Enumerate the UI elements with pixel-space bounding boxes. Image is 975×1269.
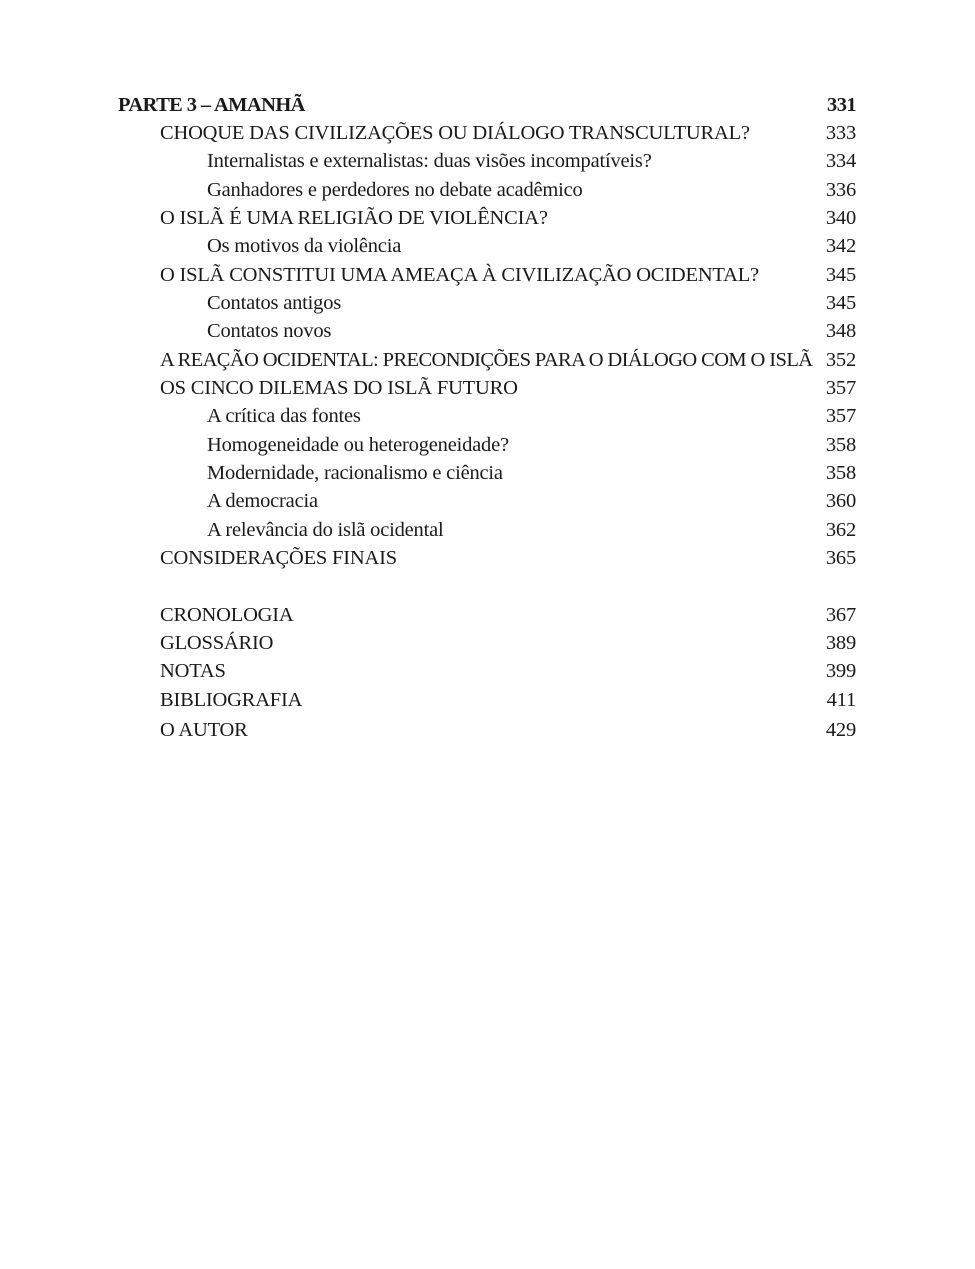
entry-title: A democracia: [207, 490, 318, 512]
entry-title: CHOQUE DAS CIVILIZAÇÕES OU DIÁLOGO TRANSCULTURAL?: [160, 122, 750, 144]
entry-page-number: 360: [825, 490, 856, 512]
entry-title: A crítica das fontes: [207, 405, 361, 427]
entry-title: NOTAS: [160, 660, 226, 682]
toc-chapter-entry: [0, 374, 975, 402]
toc-section-entry: [0, 516, 975, 544]
entry-page-number: 340: [825, 207, 856, 229]
toc-section-entry: [0, 147, 975, 175]
toc-section-entry: [0, 317, 975, 345]
entry-title: CONSIDERAÇÕES FINAIS: [160, 547, 397, 569]
toc-part-heading: [0, 91, 975, 119]
entry-page-number: 389: [825, 632, 856, 654]
toc-section-entry: [0, 232, 975, 260]
entry-page-number: 399: [825, 660, 856, 682]
toc-back-matter-entry: [0, 601, 975, 629]
entry-title: A REAÇÃO OCIDENTAL: PRECONDIÇÕES PARA O DIÁLOGO COM O ISLÃ: [160, 349, 813, 371]
entry-title: OS CINCO DILEMAS DO ISLÃ FUTURO: [160, 377, 518, 399]
entry-page-number: 336: [825, 179, 856, 201]
entry-title: Ganhadores e perdedores no debate acadêmico: [207, 179, 583, 201]
entry-page-number: 342: [825, 235, 856, 257]
entry-page-number: 411: [826, 689, 856, 711]
entry-page-number: 365: [825, 547, 856, 569]
toc-back-matter-entry: [0, 716, 975, 744]
entry-title: Contatos antigos: [207, 292, 342, 314]
toc-section-entry: [0, 176, 975, 204]
toc-section-entry: [0, 459, 975, 487]
entry-page-number: 357: [825, 405, 856, 427]
entry-title: Modernidade, racionalismo e ciência: [207, 462, 503, 484]
entry-title: Contatos novos: [207, 320, 332, 342]
entry-page-number: 358: [825, 462, 856, 484]
entry-title: Internalistas e externalistas: duas visões incompatíveis?: [207, 150, 652, 172]
entry-title: GLOSSÁRIO: [160, 632, 274, 654]
entry-page-number: 333: [825, 122, 856, 144]
entry-title: O ISLÃ É UMA RELIGIÃO DE VIOLÊNCIA?: [160, 207, 548, 229]
toc-chapter-entry: [0, 119, 975, 147]
entry-page-number: 362: [825, 519, 856, 541]
entry-title: Os motivos da violência: [207, 235, 402, 257]
entry-title: O AUTOR: [160, 719, 248, 741]
entry-title: O ISLÃ CONSTITUI UMA AMEAÇA À CIVILIZAÇÃO OCIDENTAL?: [160, 264, 759, 286]
toc-section-entry: [0, 402, 975, 430]
entry-title: Homogeneidade ou heterogeneidade?: [207, 434, 509, 456]
toc-back-matter-entry: [0, 686, 975, 714]
toc-chapter-entry: [0, 346, 975, 374]
toc-section-entry: [0, 289, 975, 317]
toc-chapter-entry: [0, 204, 975, 232]
entry-page-number: 367: [825, 604, 856, 626]
toc-chapter-entry: [0, 261, 975, 289]
toc-section-entry: [0, 431, 975, 459]
toc-back-matter-entry: [0, 657, 975, 685]
entry-page-number: 352: [825, 349, 856, 371]
entry-title: CRONOLOGIA: [160, 604, 294, 626]
toc-back-matter-entry: [0, 629, 975, 657]
entry-page-number: 429: [825, 719, 856, 741]
toc-chapter-entry: [0, 544, 975, 572]
entry-page-number: 345: [825, 264, 856, 286]
part-page-number: 331: [827, 94, 856, 116]
entry-page-number: 357: [825, 377, 856, 399]
entry-page-number: 348: [825, 320, 856, 342]
entry-title: A relevância do islã ocidental: [207, 519, 444, 541]
entry-page-number: 345: [825, 292, 856, 314]
entry-page-number: 334: [825, 150, 856, 172]
toc-section-entry: [0, 487, 975, 515]
part-title: PARTE 3 – AMANHÃ: [118, 94, 305, 116]
entry-title: BIBLIOGRAFIA: [160, 689, 303, 711]
entry-page-number: 358: [825, 434, 856, 456]
